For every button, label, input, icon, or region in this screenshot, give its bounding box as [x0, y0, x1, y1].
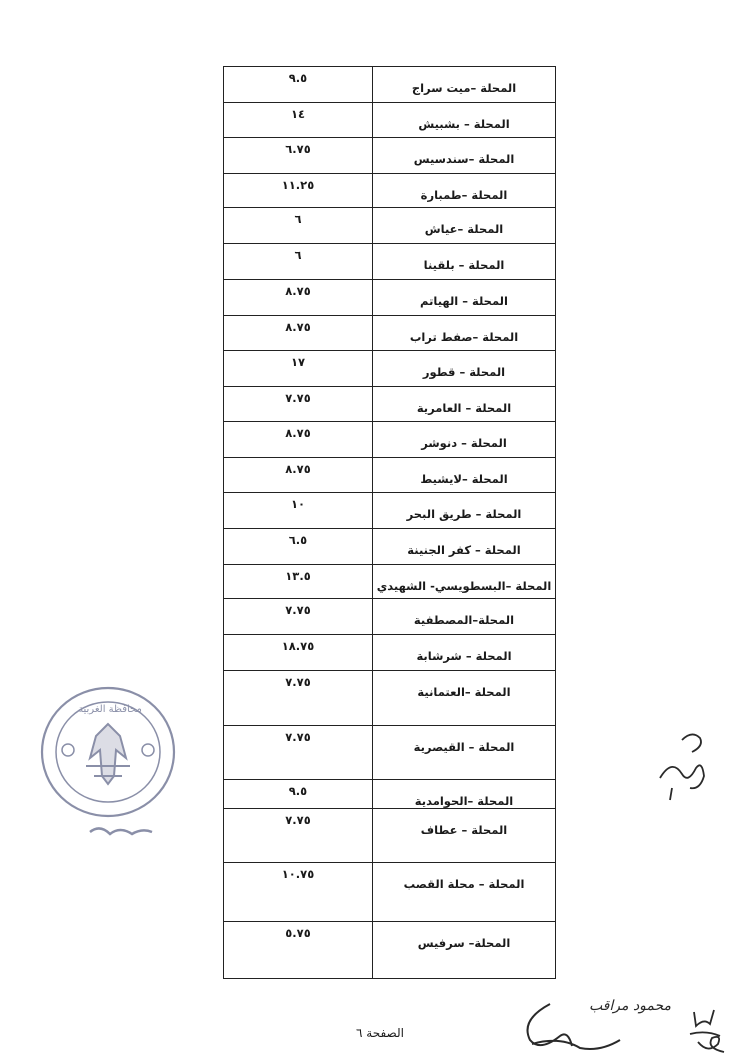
signature-initials: [684, 1004, 739, 1063]
fare-cell: ٩.٥: [224, 780, 373, 809]
table-row: [224, 422, 556, 458]
table-row: [224, 529, 556, 565]
route-cell: [373, 780, 556, 809]
table-row: [224, 138, 556, 174]
table-row: [224, 208, 556, 244]
fare-cell: ٦.٥: [224, 529, 373, 565]
route-label: المحلة –طمبارة: [420, 188, 508, 202]
route-label: المحلة – العامرية: [416, 401, 512, 415]
table-row: [224, 726, 556, 780]
table-row: [224, 780, 556, 809]
fare-cell: ١٤: [224, 103, 373, 138]
page-number: الصفحة ٦: [356, 1026, 404, 1040]
official-stamp: [38, 684, 188, 848]
route-cell: [373, 174, 556, 208]
route-label: المحلة – شرشابة: [416, 649, 512, 663]
table-row: [224, 244, 556, 280]
fare-cell: ٨.٧٥: [224, 280, 373, 316]
route-label: المحلة–المصطفية: [413, 613, 515, 627]
route-cell: [373, 387, 556, 422]
table-row: [224, 103, 556, 138]
fare-cell: ٧.٧٥: [224, 726, 373, 780]
fare-cell: ١٣.٥: [224, 565, 373, 599]
fare-cell: ٨.٧٥: [224, 458, 373, 493]
fare-cell: ١٨.٧٥: [224, 635, 373, 671]
table-row: [224, 280, 556, 316]
fare-cell: ٧.٧٥: [224, 671, 373, 726]
route-label: المحلة –صفط تراب: [409, 330, 519, 344]
route-cell: [373, 244, 556, 280]
route-label: المحلة – محلة القصب: [403, 877, 525, 891]
signature-bottom-center: [510, 990, 690, 1059]
fare-cell: ٩.٥: [224, 67, 373, 103]
fare-cell: ١٧: [224, 351, 373, 387]
route-cell: [373, 316, 556, 351]
route-cell: [373, 635, 556, 671]
table-row: [224, 922, 556, 979]
route-cell: [373, 208, 556, 244]
route-label: المحلة –البسطويسي- الشهيدي: [376, 579, 552, 593]
route-cell: [373, 103, 556, 138]
route-cell: [373, 138, 556, 174]
route-label: المحلة – بلقينا: [423, 258, 505, 272]
route-cell: [373, 565, 556, 599]
route-cell: [373, 493, 556, 529]
route-label: المحلة – دنوشر: [421, 436, 507, 450]
table-row: [224, 863, 556, 922]
route-label: المحلة – طريق البحر: [406, 507, 522, 521]
table-row: [224, 599, 556, 635]
table-row: [224, 351, 556, 387]
stamp-text: محافظة الغربية: [78, 704, 142, 715]
route-cell: [373, 809, 556, 863]
route-label: المحلة –العتمانية: [417, 685, 511, 699]
route-label: المحلة –لايشيط: [420, 472, 508, 486]
route-cell: [373, 671, 556, 726]
fare-cell: ١١.٢٥: [224, 174, 373, 208]
table-row: [224, 387, 556, 422]
route-label: المحلة – بشبيش: [418, 117, 510, 131]
route-cell: [373, 280, 556, 316]
fare-cell: ١٠.٧٥: [224, 863, 373, 922]
fare-cell: ٧.٧٥: [224, 599, 373, 635]
route-label: المحلة – كفر الجنينة: [407, 543, 521, 557]
route-cell: [373, 67, 556, 103]
route-label: المحلة– سرفيس: [417, 936, 511, 950]
route-cell: [373, 863, 556, 922]
fare-cell: ٦: [224, 244, 373, 280]
table-row: [224, 493, 556, 529]
route-cell: [373, 726, 556, 780]
signature-right: [652, 728, 712, 812]
signature-name: محمود مراقب: [588, 998, 672, 1014]
route-cell: [373, 422, 556, 458]
table-row: [224, 565, 556, 599]
fare-cell: ٥.٧٥: [224, 922, 373, 979]
route-label: المحلة – الهياتم: [420, 294, 508, 308]
fares-table-body: [224, 67, 556, 979]
route-cell: [373, 351, 556, 387]
route-label: المحلة – القيصرية: [413, 740, 515, 754]
fare-cell: ٧.٧٥: [224, 387, 373, 422]
route-label: المحلة – قطور: [422, 365, 506, 379]
table-row: [224, 316, 556, 351]
fare-cell: ١٠: [224, 493, 373, 529]
fare-cell: ٨.٧٥: [224, 422, 373, 458]
fares-table: [223, 66, 556, 979]
fare-cell: ٦.٧٥: [224, 138, 373, 174]
route-label: المحلة –عياش: [424, 222, 504, 236]
route-cell: [373, 458, 556, 493]
fare-cell: ٧.٧٥: [224, 809, 373, 863]
route-cell: [373, 922, 556, 979]
table-row: [224, 635, 556, 671]
route-label: المحلة – عطاف: [420, 823, 508, 837]
fare-cell: ٦: [224, 208, 373, 244]
fare-cell: ٨.٧٥: [224, 316, 373, 351]
route-label: المحلة –الحوامدية: [414, 794, 514, 808]
table-row: [224, 67, 556, 103]
table-row: [224, 174, 556, 208]
route-label: المحلة –ميت سراج: [411, 81, 517, 95]
table-row: [224, 458, 556, 493]
route-label: المحلة –سندسيس: [413, 152, 515, 166]
table-row: [224, 809, 556, 863]
route-cell: [373, 529, 556, 565]
route-cell: [373, 599, 556, 635]
table-row: [224, 671, 556, 726]
